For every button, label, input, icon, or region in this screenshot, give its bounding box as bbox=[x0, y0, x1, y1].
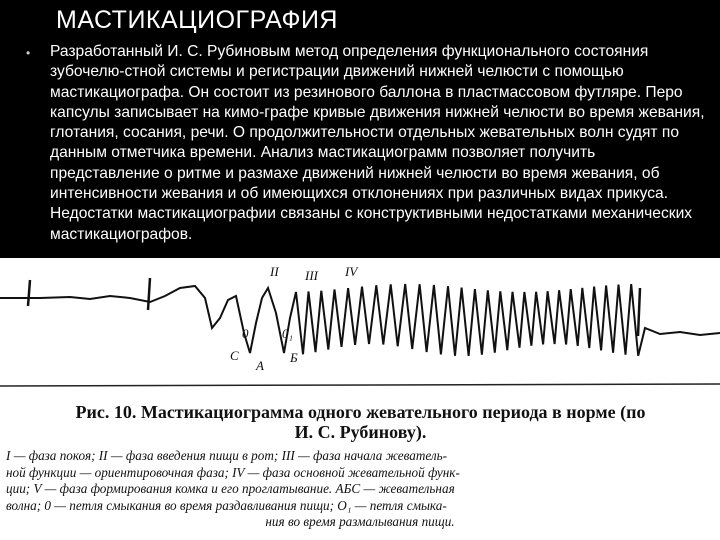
masticatiogram-figure bbox=[0, 258, 720, 540]
point-label-o: 0 bbox=[242, 326, 249, 341]
phase-marker-1 bbox=[28, 280, 30, 306]
legend-line-4: волна; 0 — петля смыкания во время раздавливания пищи; O₁ — петля смыка- bbox=[6, 497, 447, 513]
caption-line-1: Рис. 10. Мастикациограмма одного жевательного периода в норме (по bbox=[75, 402, 646, 422]
point-label-c: С bbox=[230, 348, 239, 363]
phase-label-iv: IV bbox=[345, 264, 358, 279]
phase-label-iii: III bbox=[305, 268, 318, 283]
bullet-marker-icon: • bbox=[26, 46, 31, 60]
phase-marker-2 bbox=[148, 278, 150, 310]
phase-marker-3 bbox=[638, 288, 640, 336]
legend-line-2: ной функции — ориентировочная фаза; IV — фаза основной жевательной функ- bbox=[6, 464, 460, 480]
phase-label-ii: II bbox=[270, 264, 279, 279]
point-label-b: Б bbox=[290, 350, 298, 365]
point-label-a: А bbox=[256, 358, 264, 373]
masticatiogram-chart bbox=[0, 258, 720, 398]
legend-line-3: ции; V — фаза формирования комка и его проглатывание. АБС — жевательная bbox=[6, 481, 455, 496]
figure-caption bbox=[8, 402, 713, 442]
legend-line-1: I — фаза покоя; II — фаза введения пищи в рот; III — фаза начала жеватель- bbox=[6, 448, 448, 463]
figure-legend bbox=[6, 448, 714, 531]
legend-line-5: ния во время размалывания пищи. bbox=[265, 514, 455, 529]
point-label-o1: 0₁ bbox=[282, 326, 294, 341]
chewing-trace bbox=[0, 284, 720, 356]
slide-title: МАСТИКАЦИОГРАФИЯ bbox=[56, 6, 338, 34]
bullet-paragraph: Разработанный И. С. Рубиновым метод определения функционального состояния зубочелю-стной системы и регистрации движений нижней челюсти с помощью мастикациографа. Он состоит из резинового баллона в пластмассовом футляре. Перо капсулы записывает на кимо-графе кривые движения нижней челюсти во время жевания, глотания, сосания, речи. О продолжительности отдельных жевательных волн судят по данным отметчика времени. Анализ мастикациограмм позволяет получить представление о ритме и размахе движений нижней челюсти во время жевания, об интенсивности жевания и об имеющихся отклонениях при различных видах прикуса. Недостатки мастикациографии связаны с конструктивными недостатками механических мастикациографов. bbox=[50, 43, 705, 243]
caption-line-2: И. С. Рубинову). bbox=[294, 422, 427, 442]
trace-baseline bbox=[0, 384, 720, 386]
